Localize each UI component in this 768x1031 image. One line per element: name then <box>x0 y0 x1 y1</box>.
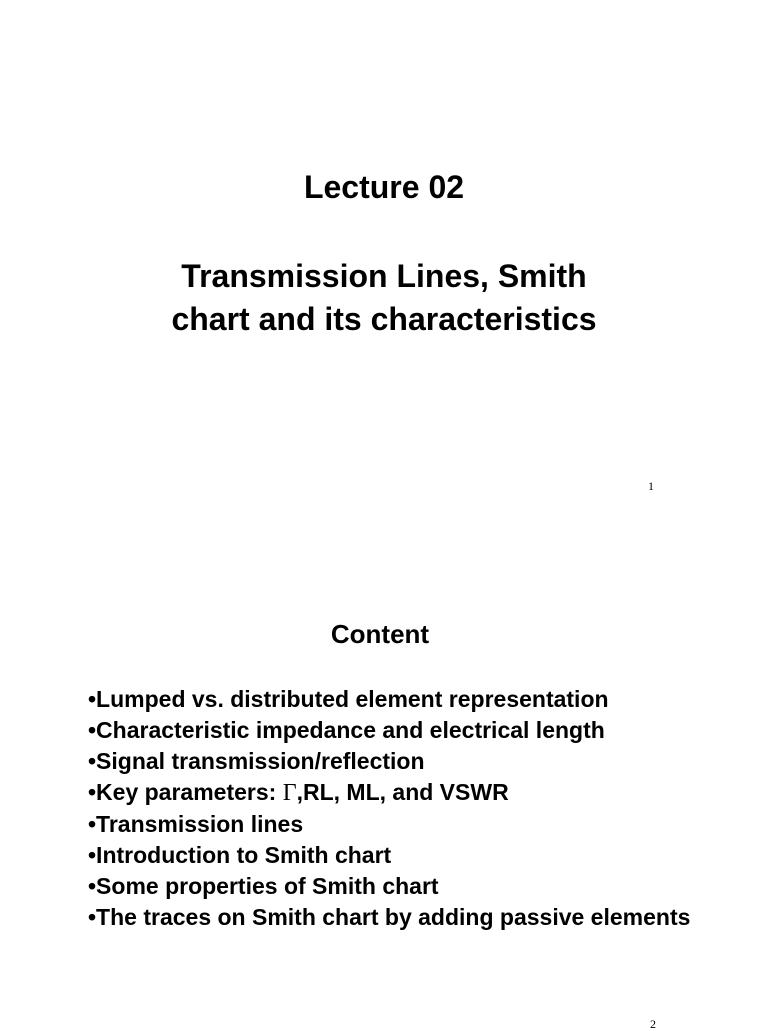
gamma-symbol: Γ <box>282 780 297 806</box>
content-item: •Some properties of Smith chart <box>88 873 439 899</box>
content-item: •Introduction to Smith chart <box>88 842 392 868</box>
page-number: 1 <box>648 479 654 493</box>
lecture-title-line-2: chart and its characteristics <box>171 301 597 337</box>
slide-2 <box>0 512 768 1031</box>
content-item: •Signal transmission/reflection <box>88 748 425 774</box>
content-item: •The traces on Smith chart by adding passive elements <box>88 904 691 930</box>
slide-1 <box>0 0 768 512</box>
lecture-title <box>0 255 768 341</box>
lecture-number: Lecture 02 <box>303 169 465 205</box>
content-item: •Lumped vs. distributed element representation <box>88 686 609 712</box>
key-parameters-list: ,RL, ML, and VSWR <box>296 779 509 805</box>
page-number-cropped: 2 <box>650 1017 656 1031</box>
key-parameters-label: •Key parameters: <box>88 779 283 805</box>
lecture-title-line-1: Transmission Lines, Smith <box>181 258 587 294</box>
content-item: •Characteristic impedance and electrical length <box>88 717 605 743</box>
content-item: •Transmission lines <box>88 811 304 837</box>
content-list <box>88 684 728 933</box>
content-item-key-parameters <box>88 777 728 809</box>
content-heading: Content <box>330 619 430 649</box>
